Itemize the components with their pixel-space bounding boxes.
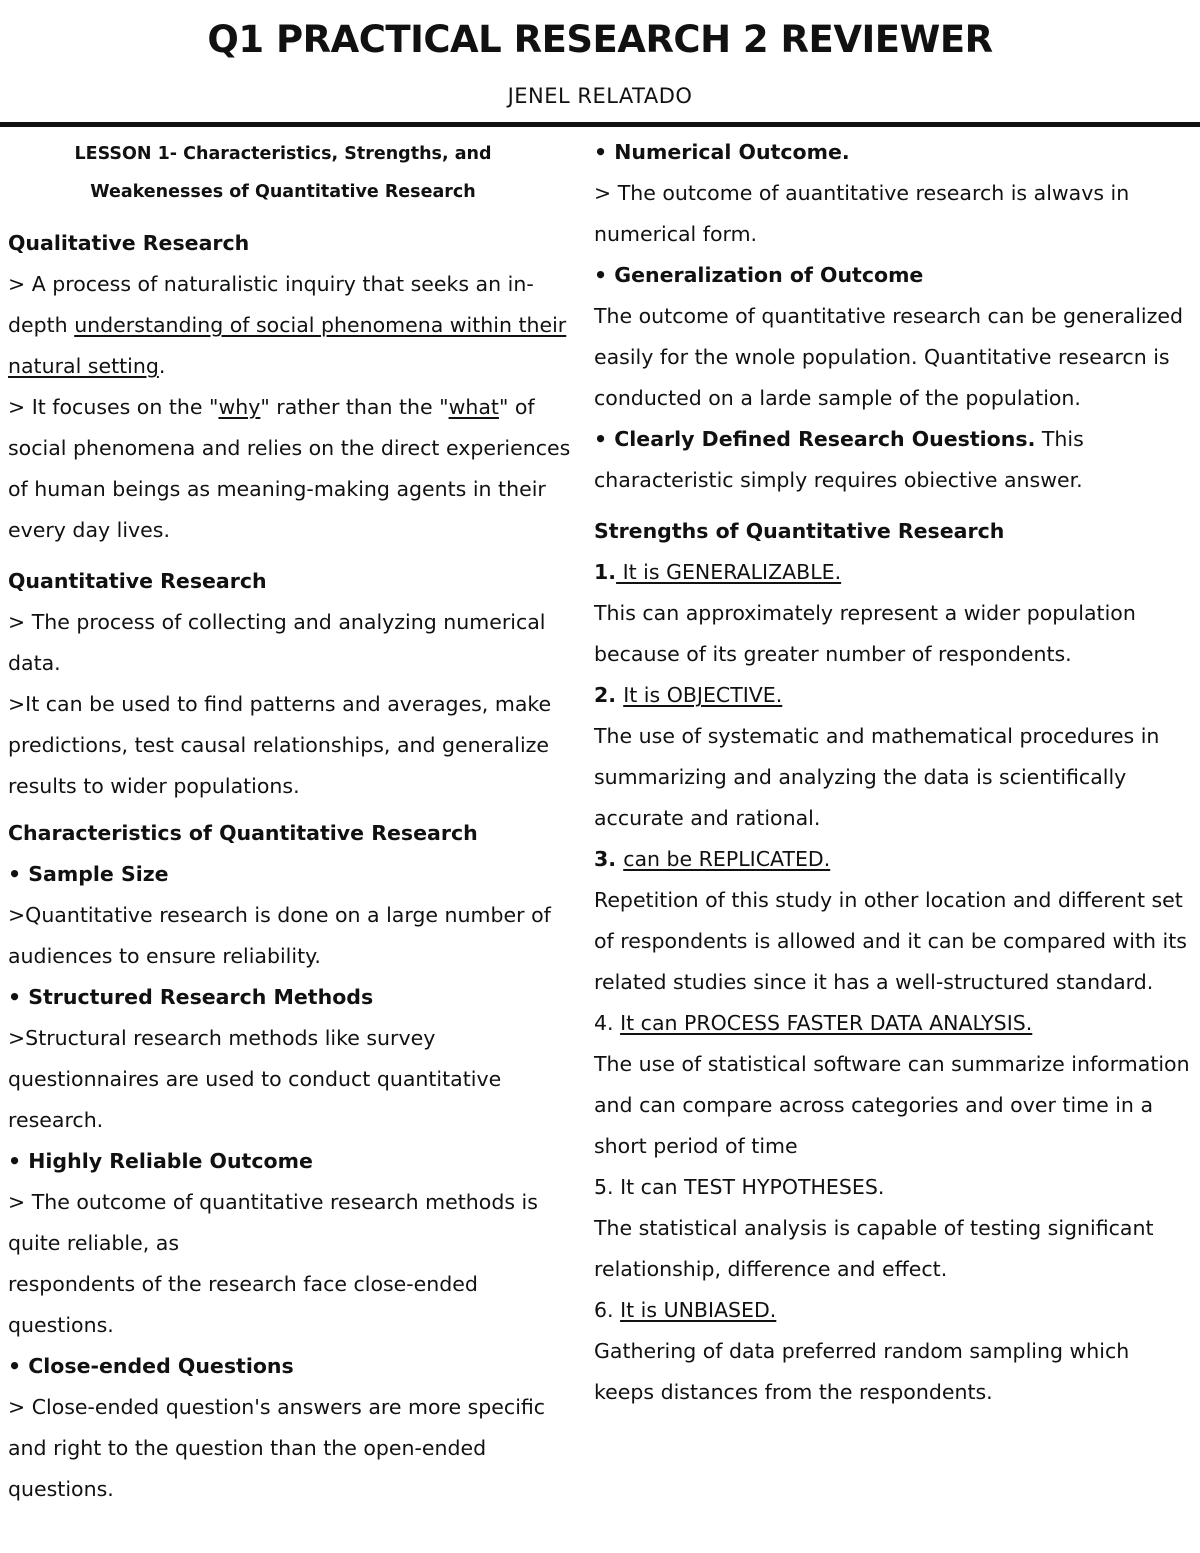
underlined-phrase: understanding of social phenomena within their natural setting (8, 313, 567, 378)
numerical-outcome-heading: • Numerical Outcome. (594, 140, 850, 164)
clearly-defined-text: This characteristic simply requires obiective answer. (594, 427, 1084, 492)
strength-4: 4. It can PROCESS FASTER DATA ANALYSIS. (594, 1011, 1033, 1035)
author-name: JENEL RELATADO (507, 84, 693, 108)
strengths-heading: Strengths of Quantitative Research (594, 519, 1005, 543)
sample-size-heading: • Sample Size (8, 862, 169, 886)
page-title: Q1 PRACTICAL RESEARCH 2 REVIEWER (207, 18, 993, 61)
strength-5: 5. It can TEST HYPOTHESES. (594, 1175, 885, 1199)
quantitative-heading: Quantitative Research (8, 569, 267, 593)
strength-5-text: The statistical analysis is capable of testing significant relationship, difference and effect. (594, 1216, 1154, 1281)
lesson-title: LESSON 1- Characteristics, Strengths, and Weakenesses of Quantitative Research (74, 144, 492, 202)
generalization-heading: • Generalization of Outcome (594, 263, 924, 287)
underlined-what: what (448, 395, 499, 419)
generalization-text: The outcome of quantitative research can be generalized easily for the wnole population. Quantitative researcn is conducted on a larde sample of the population. (594, 304, 1183, 410)
strength-2: 2. It is OBJECTIVE. (594, 683, 783, 707)
numerical-outcome-text: > The outcome of auantitative research is alwavs in numerical form. (594, 181, 1130, 246)
reliable-outcome-text-1: > The outcome of quantitative research methods is quite reliable, as (8, 1190, 538, 1255)
underlined-why: why (218, 395, 261, 419)
quantitative-uses: >It can be used to find patterns and averages, make predictions, test causal relationships, and generalize results to wider populations. (8, 692, 552, 798)
left-column (8, 135, 578, 1510)
clearly-defined-heading: • Clearly Defined Research Ouestions. (594, 427, 1036, 451)
structured-methods-text: >Structural research methods like survey questionnaires are used to conduct quantitative research. (8, 1026, 502, 1132)
reliable-outcome-text-2: respondents of the research face close-ended questions. (8, 1272, 478, 1337)
strength-1: 1. It is GENERALIZABLE. (594, 560, 842, 584)
strength-6: 6. It is UNBIASED. (594, 1298, 777, 1322)
qualitative-focus: > It focuses on the "why" rather than the "what" of social phenomena and relies on the direct experiences of human beings as meaning-making agents in their every day lives. (8, 395, 571, 542)
strength-4-text: The use of statistical software can summarize information and can compare across categories and over time in a short period of time (594, 1052, 1190, 1158)
right-column (594, 132, 1194, 1413)
clearly-defined-item (594, 419, 1194, 501)
qualitative-definition: > A process of naturalistic inquiry that seeks an in-depth understanding of social phenomena within their natural setting. (8, 272, 567, 378)
closed-questions-text: > Close-ended question's answers are more specific and right to the question than the open-ended questions. (8, 1395, 546, 1501)
strength-3-text: Repetition of this study in other location and different set of respondents is allowed and it can be compared with its related studies since it has a well-structured standard. (594, 888, 1187, 994)
characteristics-heading: Characteristics of Quantitative Research (8, 821, 478, 845)
qualitative-heading: Qualitative Research (8, 231, 250, 255)
header-divider (0, 122, 1200, 127)
closed-questions-heading: • Close-ended Questions (8, 1354, 294, 1378)
strength-1-text: This can approximately represent a wider population because of its greater number of respondents. (594, 601, 1136, 666)
structured-methods-heading: • Structured Research Methods (8, 985, 374, 1009)
strength-3: 3. can be REPLICATED. (594, 847, 831, 871)
strength-6-text: Gathering of data preferred random sampling which keeps distances from the respondents. (594, 1339, 1130, 1404)
sample-size-text: >Quantitative research is done on a large number of audiences to ensure reliability. (8, 903, 551, 968)
strength-2-text: The use of systematic and mathematical procedures in summarizing and analyzing the data is scientifically accurate and rational. (594, 724, 1160, 830)
quantitative-definition: > The process of collecting and analyzing numerical data. (8, 610, 546, 675)
reliable-outcome-heading: • Highly Reliable Outcome (8, 1149, 313, 1173)
